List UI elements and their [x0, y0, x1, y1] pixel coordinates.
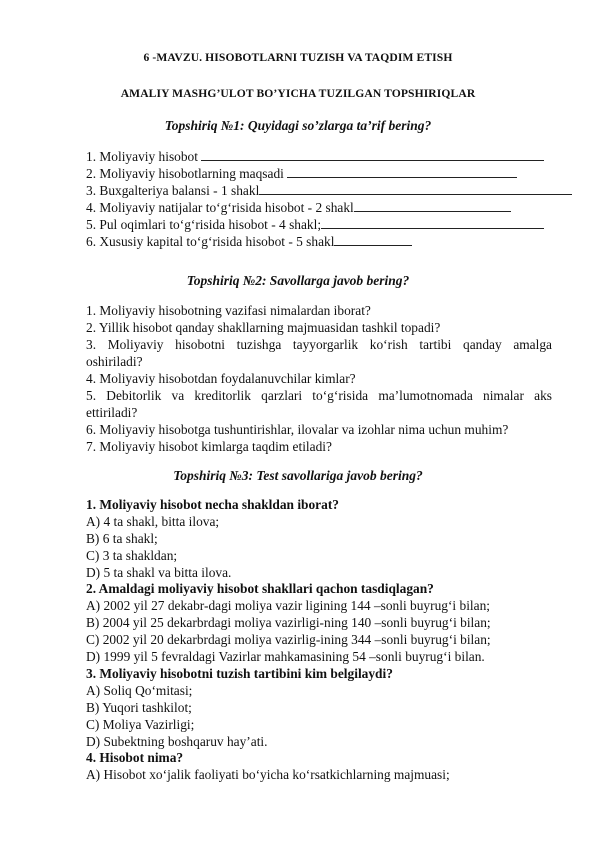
- test-option: D) 5 ta shakl va bitta ilova.: [86, 565, 232, 580]
- answer-blank[interactable]: [334, 234, 412, 246]
- task1-item-label: 3. Buxgalteriya balansi - 1 shakl: [86, 183, 260, 198]
- test-option: B) 2004 yil 25 dekarbrdagi moliya vazirligi-ning 140 –sonli buyrug‘i bilan;: [86, 615, 491, 630]
- task2-question: 7. Moliyaviy hisobot kimlarga taqdim etiladi?: [86, 439, 332, 454]
- task1-item-label: 1. Moliyaviy hisobot: [86, 149, 198, 164]
- answer-blank[interactable]: [354, 200, 511, 212]
- task1-item: [86, 200, 511, 216]
- task1-item: [86, 234, 412, 250]
- task1-item-label: 2. Moliyaviy hisobotlarning maqsadi: [86, 166, 284, 181]
- task1-item-label: 6. Xususiy kapital to‘g‘risida hisobot - 5 shakl: [86, 234, 335, 249]
- test-option: D) Subektning boshqaruv hay’ati.: [86, 734, 268, 749]
- answer-blank[interactable]: [321, 217, 544, 229]
- task2-title: Topshiriq №2: Savollarga javob bering?: [186, 273, 410, 288]
- test-option: B) 6 ta shakl;: [86, 531, 158, 546]
- test-option: C) 3 ta shakldan;: [86, 548, 178, 563]
- task1-item: [86, 217, 544, 233]
- document-title: 6 -MAVZU. HISOBOTLARNI TUZISH VA TAQDIM ETISH: [143, 51, 453, 64]
- answer-blank[interactable]: [259, 183, 572, 195]
- task2-question: 1. Moliyaviy hisobotning vazifasi nimalardan iborat?: [86, 303, 371, 318]
- test-option: C) 2002 yil 20 dekarbrdagi moliya vazirlig-ining 344 –sonli buyrug‘i bilan;: [86, 632, 491, 647]
- test-question: 2. Amaldagi moliyaviy hisobot shakllari qachon tasdiqlagan?: [86, 581, 434, 596]
- test-question: 4. Hisobot nima?: [86, 750, 184, 765]
- document-subtitle: AMALIY MASHG’ULOT BO’YICHA TUZILGAN TOPSHIRIQLAR: [120, 87, 476, 100]
- test-option: A) Hisobot xo‘jalik faoliyati bo‘yicha ko‘rsatkichlarning majmuasi;: [86, 767, 450, 782]
- test-option: A) 2002 yil 27 dekabr-dagi moliya vazir ligining 144 –sonli buyrug‘i bilan;: [86, 598, 490, 613]
- answer-blank[interactable]: [201, 149, 544, 161]
- task2-question-cont: oshiriladi?: [86, 354, 143, 369]
- task1-item-label: 4. Moliyaviy natijalar to‘g‘risida hisobot - 2 shakl: [86, 200, 354, 215]
- task1-item: [86, 166, 517, 182]
- test-option: A) 4 ta shakl, bitta ilova;: [86, 514, 220, 529]
- task1-item: [86, 183, 572, 199]
- test-option: A) Soliq Qo‘mitasi;: [86, 683, 193, 698]
- task1-item-label: 5. Pul oqimlari to‘g‘risida hisobot - 4 shakl;: [86, 217, 322, 232]
- task2-question: 4. Moliyaviy hisobotdan foydalanuvchilar kimlar?: [86, 371, 356, 386]
- task1-title: Topshiriq №1: Quyidagi so’zlarga ta’rif bering?: [164, 118, 432, 133]
- task1-item: [86, 149, 544, 165]
- task2-question: 5. Debitorlik va kreditorlik qarzlari to‘g‘risida ma’lumotnomada nimalar aks: [86, 388, 552, 403]
- task2-question: 6. Moliyaviy hisobotga tushuntirishlar, ilovalar va izohlar nima uchun muhim?: [86, 422, 509, 437]
- test-option: B) Yuqori tashkilot;: [86, 700, 192, 715]
- task3-title: Topshiriq №3: Test savollariga javob bering?: [173, 468, 423, 483]
- test-question: 1. Moliyaviy hisobot necha shakldan iborat?: [86, 497, 339, 512]
- answer-blank[interactable]: [287, 166, 517, 178]
- task2-question-cont: ettiriladi?: [86, 405, 138, 420]
- task2-question: 2. Yillik hisobot qanday shakllarning majmuasidan tashkil topadi?: [86, 320, 441, 335]
- test-option: D) 1999 yil 5 fevraldagi Vazirlar mahkamasining 54 –sonli buyrug‘i bilan.: [86, 649, 485, 664]
- task2-question: 3. Moliyaviy hisobotni tuzishga tayyorgarlik ko‘rish tartibi qanday amalga: [86, 337, 552, 352]
- test-question: 3. Moliyaviy hisobotni tuzish tartibini kim belgilaydi?: [86, 666, 393, 681]
- test-option: C) Moliya Vazirligi;: [86, 717, 195, 732]
